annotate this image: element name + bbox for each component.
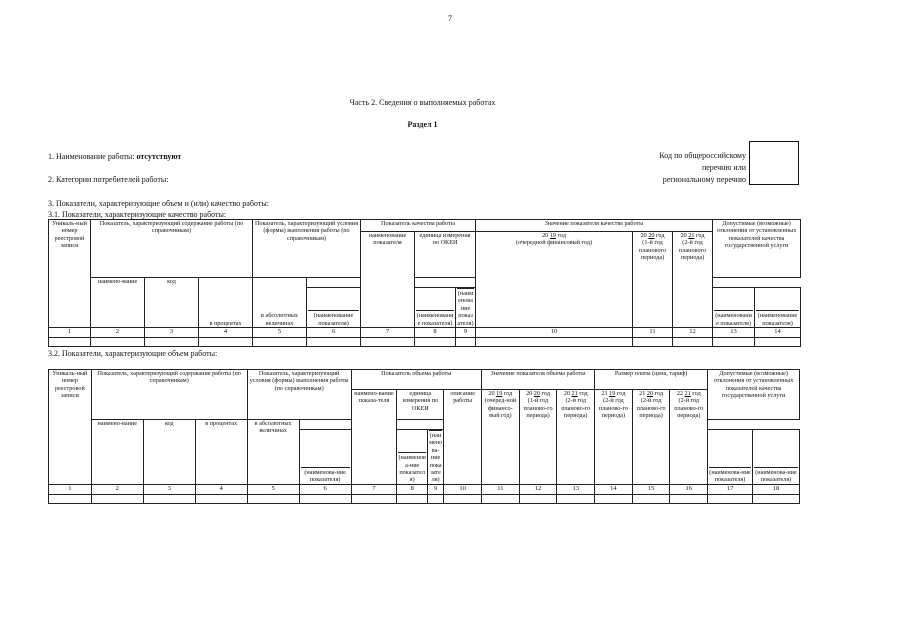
col-num: 1 bbox=[49, 484, 92, 494]
year-1-header: 20 19 год (очередной финансовый год) bbox=[476, 232, 633, 328]
col-num: 17 bbox=[708, 484, 753, 494]
content-indicator-2: (наименование показателя) bbox=[415, 288, 456, 328]
page-number: 7 bbox=[448, 14, 452, 23]
conditions-header: Показатель, характеризующий условия (формы) выполнения работы (по справочникам) bbox=[253, 220, 361, 278]
volume-unit-header: единица измерения по ОКЕИ bbox=[397, 390, 444, 420]
indicators-label: 3. Показатели, характеризующие объем и (или) качество работы: bbox=[48, 199, 269, 208]
year-3-header: 20 21 год (2-й год планового периода) bbox=[673, 232, 713, 328]
col-num: 10 bbox=[476, 328, 633, 338]
col-num: 3 bbox=[145, 328, 199, 338]
condition-indicator-1: (наименова-ние показателя) bbox=[708, 430, 753, 485]
volume-label: 3.2. Показатели, характеризующие объем работы: bbox=[48, 349, 218, 358]
part-title: Часть 2. Сведения о выполняемых работах bbox=[349, 98, 496, 107]
code-label bbox=[600, 150, 746, 186]
fee-year-2-header: 21 20 год (2-й год планово-го периода) bbox=[632, 390, 670, 485]
content-indicator-2: (наименова-ние показателя) bbox=[397, 430, 428, 485]
work-name-line bbox=[48, 152, 181, 161]
value-header: Значение показателя объема работы bbox=[482, 370, 595, 390]
col-num: 16 bbox=[670, 484, 708, 494]
deviation-header: Допустимые (возможные) отклонения от установленных показателей качества государственной услуги bbox=[708, 370, 800, 420]
consumers-label: 2. Категории потребителей работы: bbox=[48, 175, 169, 184]
code-line-3: региональному перечню bbox=[662, 175, 746, 184]
work-name-label: 1. Наименование работы: bbox=[48, 152, 135, 161]
unit-name-header: наимено-вание bbox=[91, 278, 145, 328]
column-number-row bbox=[49, 328, 801, 338]
fee-header: Размер платы (цена, тариф) bbox=[595, 370, 708, 390]
quality-unit-header: единица измерения по ОКЕИ bbox=[415, 232, 476, 278]
value-year-1-header: 20 19 год (очеред-ной финансо-вый год) bbox=[482, 390, 520, 485]
deviation-percent-header: в процентах bbox=[195, 420, 247, 485]
col-num: 2 bbox=[91, 328, 145, 338]
col-num: 5 bbox=[253, 328, 307, 338]
value-year-2-header: 20 20 год (1-й год планово-го периода) bbox=[519, 390, 557, 485]
deviation-absolute-header: в абсолютных величинах bbox=[253, 278, 307, 328]
col-num: 12 bbox=[673, 328, 713, 338]
fee-year-3-header: 22 21 год (2-й год планово-го периода) bbox=[670, 390, 708, 485]
section-title: Раздел 1 bbox=[407, 120, 438, 129]
condition-indicator-2: (наименова-ние показателя) bbox=[752, 430, 799, 485]
col-num: 14 bbox=[755, 328, 801, 338]
code-box bbox=[749, 141, 799, 185]
content-indicator-1: (наименование показателя) bbox=[307, 288, 361, 328]
col-num: 11 bbox=[633, 328, 673, 338]
col-num: 8 bbox=[415, 328, 456, 338]
volume-table bbox=[48, 369, 800, 504]
condition-indicator-1: (наименование показателя) bbox=[713, 288, 755, 328]
deviation-header: Допустимые (возможные) отклонения от установленных показателей качества государственной услуги bbox=[713, 220, 801, 278]
work-name-value: отсутствуют bbox=[136, 152, 182, 161]
col-num: 15 bbox=[632, 484, 670, 494]
content-indicator-3: (наименова-ние показателя) bbox=[427, 430, 443, 485]
quality-name-header: наименование показателя bbox=[361, 232, 415, 328]
col-num: 14 bbox=[595, 484, 633, 494]
col-num: 3 bbox=[143, 484, 195, 494]
content-indicator-3: (наименование показателя) bbox=[456, 288, 476, 328]
empty-data-row bbox=[49, 494, 800, 503]
year-2-header: 20 20 год (1-й год планового периода) bbox=[633, 232, 673, 328]
code-line-2: перечню или bbox=[701, 163, 746, 172]
quality-header: Показатель качества работы bbox=[361, 220, 476, 232]
col-num: 5 bbox=[247, 484, 299, 494]
col-num: 4 bbox=[199, 328, 253, 338]
value-year-3-header: 20 21 год (2-й год планово-го периода) bbox=[557, 390, 595, 485]
deviation-absolute-header: в абсолютных величинах bbox=[247, 420, 299, 485]
col-num: 6 bbox=[299, 484, 351, 494]
col-num: 11 bbox=[482, 484, 520, 494]
conditions-header: Показатель, характеризующий условия (формы) выполнения работы (по справочникам) bbox=[247, 370, 351, 420]
volume-name-header: наимено-вание показа-теля bbox=[351, 390, 397, 485]
col-num: 8 bbox=[397, 484, 428, 494]
condition-indicator-2: (наименование показателя) bbox=[755, 288, 801, 328]
work-description-header: описание работы bbox=[444, 390, 482, 485]
value-header: Значение показателя качества работы bbox=[476, 220, 713, 232]
quality-table bbox=[48, 219, 801, 347]
content-indicator-1: (наименова-ние показателя) bbox=[299, 430, 351, 485]
content-header: Показатель, характеризующий содержание работы (по справочникам) bbox=[91, 220, 253, 278]
col-num: 9 bbox=[427, 484, 443, 494]
col-num: 1 bbox=[49, 328, 91, 338]
col-num: 4 bbox=[195, 484, 247, 494]
col-num: 2 bbox=[91, 484, 143, 494]
uid-header: Уникаль-ный номер реестровой записи bbox=[49, 370, 92, 485]
quality-label: 3.1. Показатели, характеризующие качество работы: bbox=[48, 210, 227, 219]
col-num: 7 bbox=[361, 328, 415, 338]
col-num: 13 bbox=[557, 484, 595, 494]
uid-header: Уникаль-ный номер реестровой записи bbox=[49, 220, 91, 328]
col-num: 10 bbox=[444, 484, 482, 494]
unit-name-header: наимено-вание bbox=[91, 420, 143, 485]
unit-code-header: код bbox=[143, 420, 195, 485]
col-num: 18 bbox=[752, 484, 799, 494]
code-line-1: Код по общероссийскому bbox=[659, 151, 746, 160]
col-num: 6 bbox=[307, 328, 361, 338]
col-num: 9 bbox=[456, 328, 476, 338]
column-number-row bbox=[49, 484, 800, 494]
col-num: 13 bbox=[713, 328, 755, 338]
volume-header: Показатель объема работы bbox=[351, 370, 481, 390]
deviation-percent-header: в процентах bbox=[199, 278, 253, 328]
col-num: 7 bbox=[351, 484, 397, 494]
content-header: Показатель, характеризующий содержание работы (по справочникам) bbox=[91, 370, 247, 420]
unit-code-header: код bbox=[145, 278, 199, 328]
empty-data-row bbox=[49, 338, 801, 347]
fee-year-1-header: 21 19 год (2-й год планово-го периода) bbox=[595, 390, 633, 485]
col-num: 12 bbox=[519, 484, 557, 494]
